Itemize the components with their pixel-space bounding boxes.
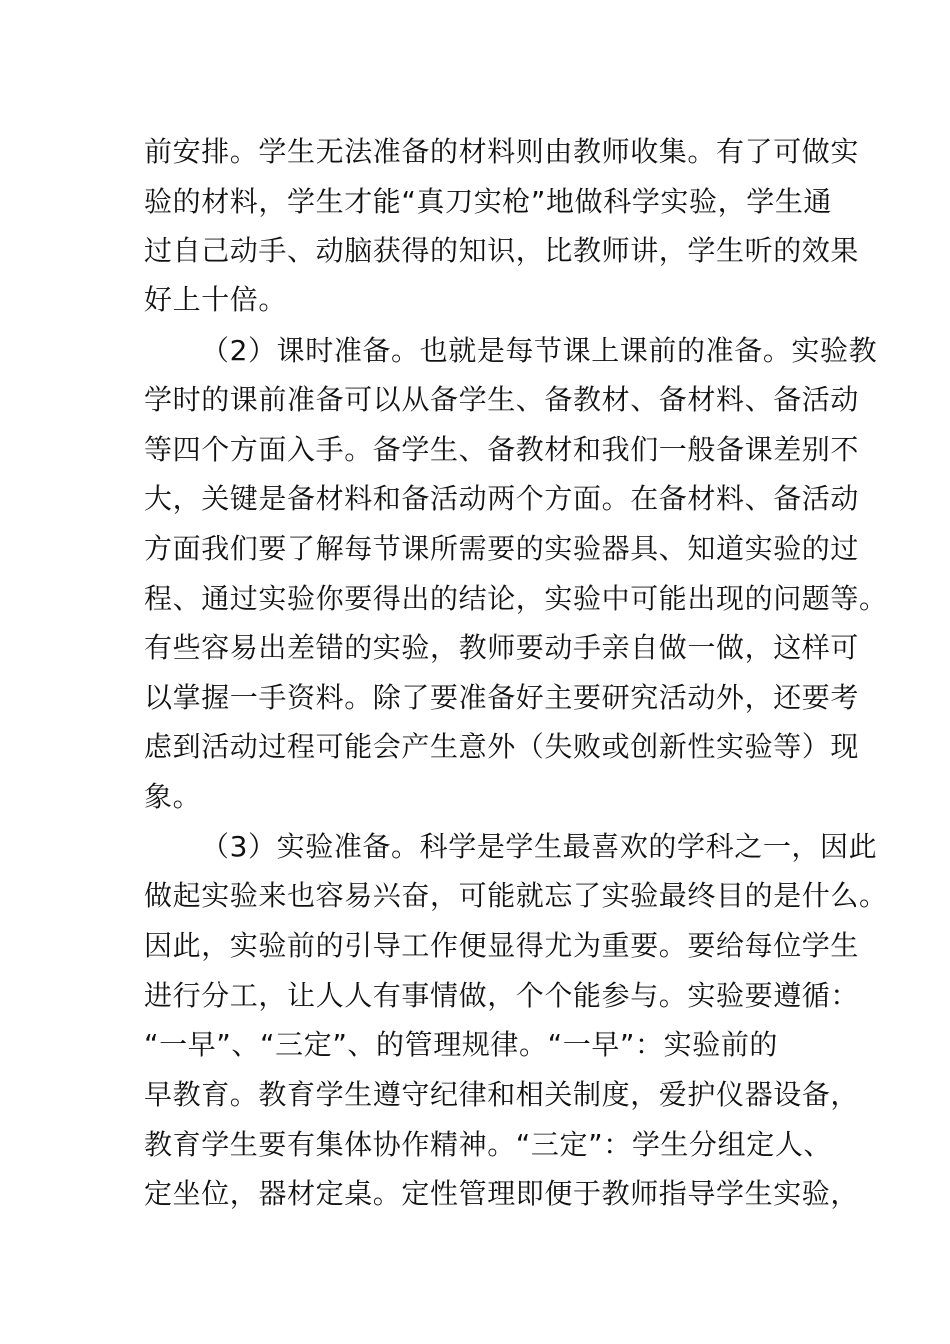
text-line: 好上十倍。 xyxy=(144,283,288,316)
paragraph-start-line: （2）课时准备。也就是每节课上课前的准备。实验教 xyxy=(201,334,878,367)
text-line: “一早”、“三定”、的管理规律。“一早”：实验前的 xyxy=(144,1028,779,1061)
text-line: 以掌握一手资料。除了要准备好主要研究活动外，还要考 xyxy=(144,681,860,714)
text-line: 有些容易出差错的实验，教师要动手亲自做一做，这样可 xyxy=(144,631,860,664)
text-line: 等四个方面入手。备学生、备教材和我们一般备课差别不 xyxy=(144,433,860,466)
text-line: 大，关键是备材料和备活动两个方面。在备材料、备活动 xyxy=(144,482,860,515)
text-line: 定坐位，器材定桌。定性管理即便于教师指导学生实验， xyxy=(144,1177,860,1210)
text-line: 做起实验来也容易兴奋，可能就忘了实验最终目的是什么。 xyxy=(144,879,888,912)
text-line: 象。 xyxy=(144,780,202,813)
text-line: 程、通过实验你要得出的结论，实验中可能出现的问题等。 xyxy=(144,582,888,615)
text-line: 教育学生要有集体协作精神。“三定”：学生分组定人、 xyxy=(144,1128,833,1161)
text-line: 虑到活动过程可能会产生意外（失败或创新性实验等）现 xyxy=(144,730,860,763)
text-line: 学时的课前准备可以从备学生、备教材、备材料、备活动 xyxy=(144,383,860,416)
text-line: 过自己动手、动脑获得的知识，比教师讲，学生听的效果 xyxy=(144,234,860,267)
text-line: 前安排。学生无法准备的材料则由教师收集。有了可做实 xyxy=(144,135,860,168)
text-line: 因此，实验前的引导工作便显得尤为重要。要给每位学生 xyxy=(144,929,860,962)
paragraph-start-line: （3）实验准备。科学是学生最喜欢的学科之一，因此 xyxy=(201,830,878,863)
text-line: 验的材料，学生才能“真刀实枪”地做科学实验，学生通 xyxy=(144,185,833,218)
text-line: 进行分工，让人人有事情做，个个能参与。实验要遵循： xyxy=(144,979,860,1012)
text-line: 方面我们要了解每节课所需要的实验器具、知道实验的过 xyxy=(144,532,860,565)
text-line: 早教育。教育学生遵守纪律和相关制度，爱护仪器设备， xyxy=(144,1078,860,1111)
